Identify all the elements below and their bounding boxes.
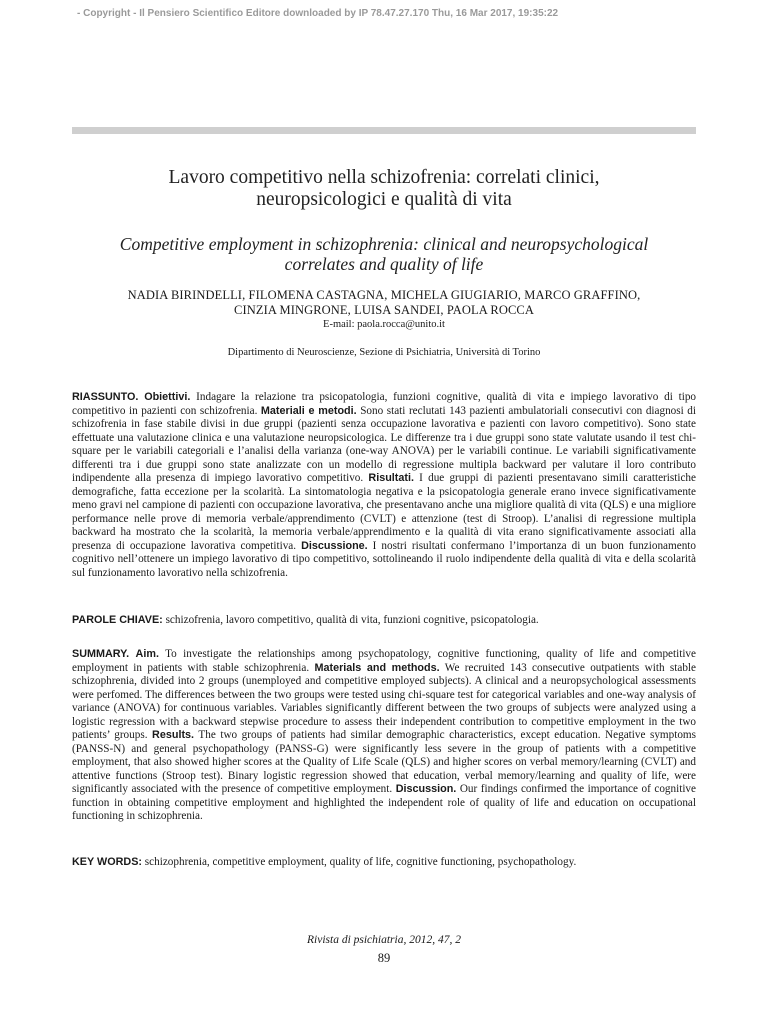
summary-label: SUMMARY. (72, 648, 130, 660)
aim-text: To investigate the relationships among psychopatology, cognitive functioning, quality of life and competitive employment in patients with stable schizophrenia. (72, 648, 696, 674)
title-english-line2: correlates and quality of life (284, 254, 484, 274)
risultati-label: Risultati. (368, 472, 414, 484)
page-number: 89 (377, 951, 391, 965)
abstract-english (72, 648, 696, 824)
discussion-text: Our findings confirmed the importance of cognitive function in obtaining competitive employment and highlighted the independent role of quality of life and education on occupational functioning in schizophrenia. (72, 783, 696, 822)
parole-chiave-label: PAROLE CHIAVE: (72, 614, 163, 626)
materiali-text: Sono stati reclutati 143 pazienti ambulatoriali consecutivi con diagnosi di schizofrenia in fase stabile divisi in due gruppi (pazienti senza occupazione lavorativa e pazienti con lavoro competitivo). Sono state effettuate una valutazione clinica e una valutazione neuropsicologica. Le differenze tra i due gruppi sono state valutate usando il test chi-square per le variabili categoriali e l’analisi della varianza (one-way ANOVA) per le variabili continue. Le variabili significativamente differenti tra i due gruppi sono state analizzate con un modello di regressione multipla backward per valutare il loro contributo indipendente alla presenza di impiego lavorativo competitivo. (72, 404, 696, 484)
title-english (72, 234, 696, 274)
key-words-text: schizophrenia, competitive employment, quality of life, cognitive functioning, psychopathology. (142, 856, 577, 868)
authors-line2: CINZIA MINGRONE, LUISA SANDEI, PAOLA ROCCA (234, 302, 534, 317)
aim-label: Aim. (135, 648, 159, 660)
authors-line1: NADIA BIRINDELLI, FILOMENA CASTAGNA, MICHELA GIUGIARIO, MARCO GRAFFINO, (127, 288, 641, 302)
title-italian (72, 167, 696, 211)
authors (72, 288, 696, 317)
parole-chiave-text: schizofrenia, lavoro competitivo, qualità di vita, funzioni cognitive, psicopatologia. (162, 614, 539, 626)
discussion-label: Discussion. (395, 783, 457, 795)
affiliation: Dipartimento di Neuroscienze, Sezione di Psichiatria, Università di Torino (227, 347, 541, 358)
key-words-label: KEY WORDS: (72, 856, 142, 868)
abstract-italian (72, 391, 696, 580)
journal-citation: Rivista di psichiatria, 2012, 47, 2 (307, 934, 461, 946)
discussione-label: Discussione. (301, 539, 368, 552)
keywords-english (72, 856, 696, 870)
materiali-label: Materiali e metodi. (260, 404, 357, 417)
methods-label: Materials and methods. (314, 661, 440, 674)
copyright-notice: - Copyright - Il Pensiero Scientifico Editore downloaded by IP 78.47.27.170 Thu, 16 Mar 2017, 19:35:22 (77, 8, 559, 19)
keywords-italian (72, 614, 696, 628)
obiettivi-label: Obiettivi. (144, 391, 191, 403)
title-english-line1: Competitive employment in schizophrenia: clinical and neuropsychological (119, 234, 649, 254)
discussione-text: I nostri risultati confermano l’importanza di un buon funzionamento cognitivo nell’ottenere un impiego lavorativo di tipo competitivo, sottolineando il ruolo indipendente della qualità di vita e della scolarità sul funzionamento lavorativo nella schizofrenia. (72, 539, 696, 579)
title-italian-line2: neuropsicologici e qualità di vita (256, 189, 512, 210)
email[interactable]: E-mail: paola.rocca@unito.it (323, 319, 445, 330)
risultati-text: I due gruppi di pazienti presentavano simili caratteristiche demografiche, fatta eccezione per la scolarità. La sintomatologia negativa e la psicopatologia generale erano invece significativamente meno gravi nel campione di pazienti con occupazione lavorativa, che presentavano anche una migliore qualità di vita (QLS) e una migliore performance nelle prove di memoria verbale/apprendimento (CVLT) e attenzione (test di Stroop). L’analisi di regressione multipla backward ha mostrato che la scolarità, la memoria verbale/apprendimento e la qualità di vita erano significativamente associati alla presenza di occupazione lavorativa competitiva. (72, 472, 696, 552)
results-text: The two groups of patients had similar demographic characteristics, except education. Negative symptoms (PANSS-N) and general psychopathology (PANSS-G) were significantly less severe in the group of patients with a competitive employment, that also showed higher scores at the Quality of Life Scale (QLS) and higher scores on verbal memory/learning (CVLT) and attentive functions (Stroop test). Binary logistic regression showed that education, verbal memory/learning and quality of life, were significantly associated with the presence of competitive employment. (72, 729, 696, 795)
riassunto-label: RIASSUNTO. (72, 391, 139, 403)
results-label: Results. (152, 729, 195, 741)
header-rule (72, 127, 696, 134)
methods-text: We recruited 143 consecutive outpatients with stable schizophrenia, divided into 2 groups (unemployed and competitive employed subjects). A clinical and a neuropsychological assessments were perfomed. The differences between the two groups were tested using chi-square test for categorical variables and one-way analysis of variance (ANOVA) for continuous variables. Variables significantly different between the two groups of subjects were analyzed using a logistic regression with a backward stepwise procedure to assess their independent contribution to competitive employment in the two patients’ groups. (72, 661, 696, 741)
title-italian-line1: Lavoro competitivo nella schizofrenia: correlati clinici, (168, 167, 600, 188)
obiettivi-text: Indagare la relazione tra psicopatologia, funzioni cognitive, qualità di vita e impiego lavorativo di tipo competitivo in pazienti con schizofrenia. (72, 391, 697, 417)
